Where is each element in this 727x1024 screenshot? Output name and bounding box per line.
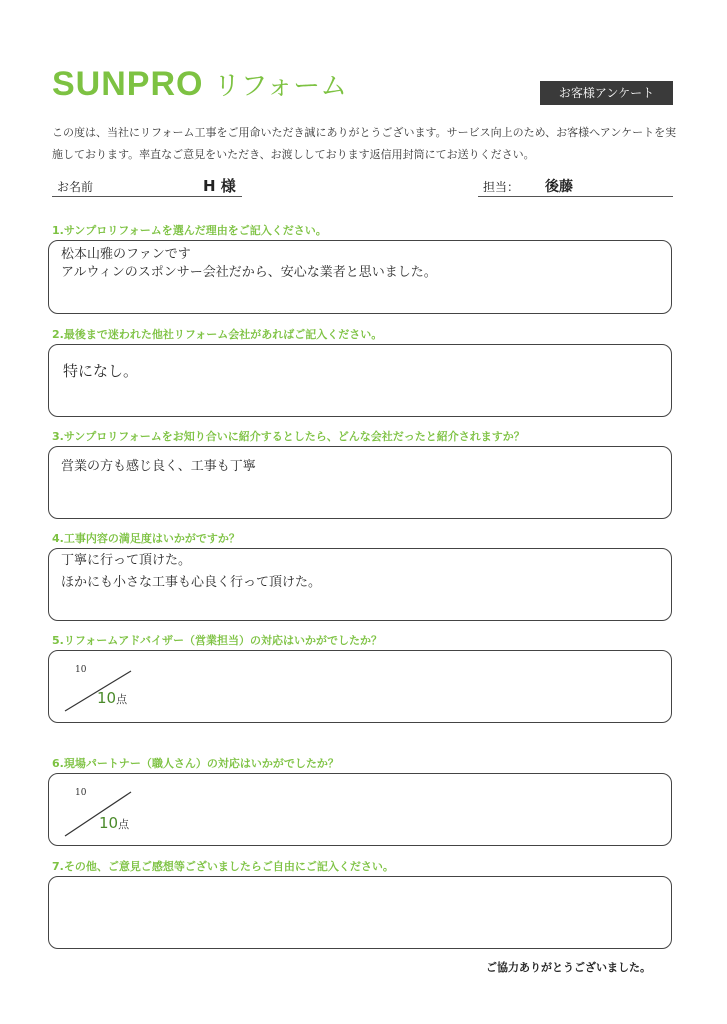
- answer-5-score-value: 10: [97, 689, 117, 707]
- answer-box-3: [48, 446, 672, 519]
- brand-sub: リフォーム: [213, 71, 348, 102]
- survey-badge: お客様アンケート: [540, 81, 673, 105]
- answer-5-handwritten: 10: [75, 665, 87, 675]
- answer-1-line-1: 松本山雅のファンです: [61, 247, 191, 262]
- staff-value: 後藤: [545, 179, 573, 195]
- answer-5-score: [97, 689, 127, 707]
- question-2-label: 2.最後まで迷われた他社リフォーム会社があればご記入ください。: [52, 328, 383, 341]
- answer-6-score-unit: 点: [118, 818, 130, 831]
- brand-name: SUNPRO: [52, 65, 204, 103]
- answer-box-6: [48, 773, 672, 846]
- answer-box-2: [48, 344, 672, 417]
- question-4-label: 4.工事内容の満足度はいかがですか？: [52, 532, 240, 545]
- question-1-label: 1.サンプロリフォームを選んだ理由をご記入ください。: [52, 224, 327, 237]
- brand-logo: [52, 64, 347, 107]
- question-7-label: 7.その他、ご意見ご感想等ございましたらご自由にご記入ください。: [52, 860, 394, 873]
- answer-box-5: [48, 650, 672, 723]
- thanks-text: ご協力ありがとうございました。: [486, 961, 651, 974]
- answer-4-line-1: 丁寧に行って頂けた。: [61, 553, 192, 568]
- question-3-label: 3.サンプロリフォームをお知り合いに紹介するとしたら、どんな会社だったと紹介されますか？: [52, 430, 525, 443]
- answer-6-score-value: 10: [99, 814, 119, 832]
- answer-box-4: [48, 548, 672, 621]
- answer-1-line-2: アルウィンのスポンサー会社だから、安心な業者と思いました。: [61, 265, 437, 280]
- answer-3-line-1: 営業の方も感じ良く、工事も丁寧: [61, 459, 256, 474]
- name-value: H 様: [203, 177, 236, 195]
- answer-5-score-unit: 点: [116, 693, 128, 706]
- name-label: お名前: [57, 180, 94, 194]
- question-6-label: 6.現場パートナー（職人さん）の対応はいかがでしたか？: [52, 757, 339, 770]
- staff-label: 担当：: [483, 180, 520, 194]
- answer-6-handwritten: 10: [75, 788, 87, 798]
- answer-2-line-1: 特になし。: [63, 362, 139, 380]
- answer-4-line-2: ほかにも小さな工事も心良く行って頂けた。: [61, 575, 322, 590]
- answer-6-score: [99, 814, 129, 832]
- answer-box-1: [48, 240, 672, 314]
- answer-box-7: [48, 876, 672, 949]
- question-5-label: 5.リフォームアドバイザー（営業担当）の対応はいかがでしたか？: [52, 634, 383, 647]
- intro-text: この度は、当社にリフォーム工事をご用命いただき誠にありがとうございます。サービス向上のため、お客様へアンケートを実施しております。率直なご意見をいただき、お渡ししております返信用封筒にてお送りください。: [52, 126, 677, 161]
